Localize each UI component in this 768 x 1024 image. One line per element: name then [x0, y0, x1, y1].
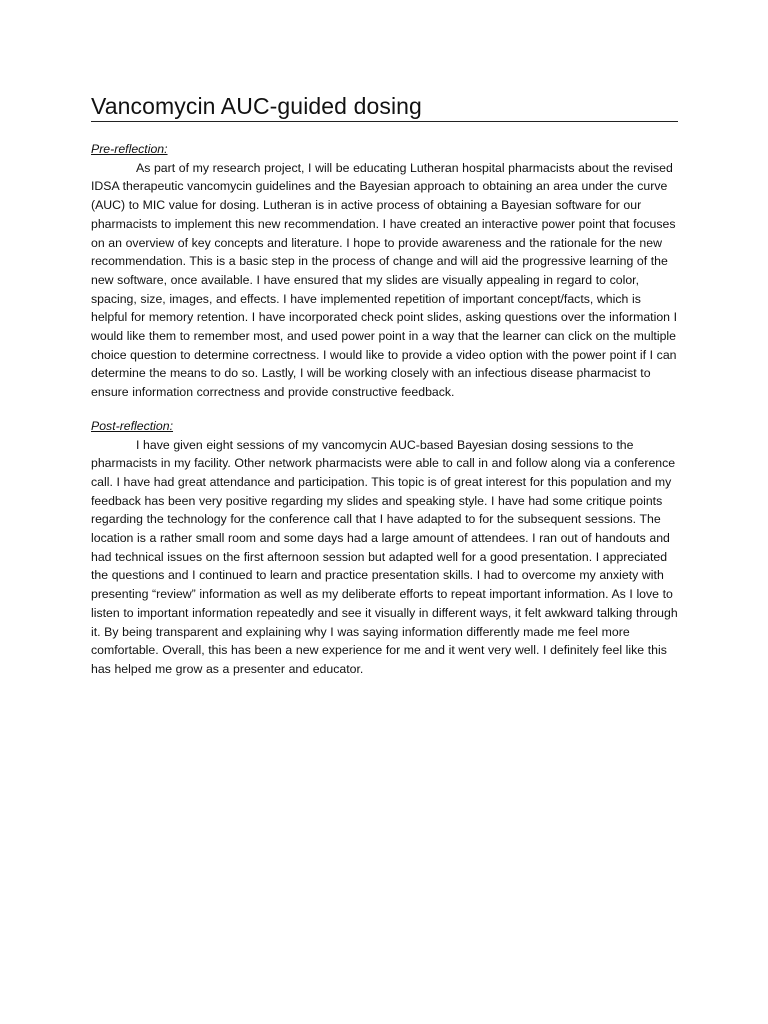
document-title: Vancomycin AUC-guided dosing	[91, 92, 678, 122]
pre-reflection-section	[91, 140, 678, 402]
post-reflection-section	[91, 417, 678, 679]
pre-reflection-paragraph: As part of my research project, I will be educating Lutheran hospital pharmacists about the revised IDSA therapeutic vancomycin guidelines and the Bayesian approach to obtaining an area under the curve (AUC) to MIC value for dosing. Lutheran is in active process of obtaining a Bayesian software for our pharmacists to implement this new recommendation. I have created an interactive power point that focuses on an overview of key concepts and literature. I hope to provide awareness and the rationale for the new recommendation. This is a basic step in the process of change and will aid the progressive learning of the new software, once available. I have ensured that my slides are visually appealing in regard to color, spacing, size, images, and effects. I have implemented repetition of important concept/facts, which is helpful for memory retention. I have incorporated check point slides, asking questions over the information I would like them to remember most, and used power point in a way that the learner can click on the multiple choice question to determine correctness. I would like to provide a video option with the power point if I can determine the means to do so. Lastly, I will be working closely with an infectious disease pharmacist to ensure information correctness and provide constructive feedback.	[91, 160, 678, 400]
post-reflection-heading: Post-reflection:	[91, 418, 174, 433]
pre-reflection-heading: Pre-reflection:	[91, 142, 168, 156]
post-reflection-paragraph: I have given eight sessions of my vancomycin AUC-based Bayesian dosing sessions to the pharmacists in my facility. Other network pharmacists were able to call in and follow along via a conference call. I have had great attendance and participation. This topic is of great interest for this population and my feedback has been very positive regarding my slides and speaking style. I have had some critique points regarding the technology for the conference call that I have adapted to for the subsequent sessions. The location is a rather small room and some days had a large amount of attendees. I ran out of handouts and had technical issues on the first afternoon session but adapted well for a good presentation. I appreciated the questions and I continued to learn and practice presentation skills. I had to overcome my anxiety with presenting “review” information as well as my deliberate efforts to repeat important information. As I love to listen to important information repeatedly and see it visually in different ways, it felt awkward talking through it. By being transparent and explaining why I was saying information differently made me feel more comfortable. Overall, this has been a new experience for me and it went very well. I definitely feel like this has helped me grow as a presenter and educator.	[91, 437, 678, 676]
